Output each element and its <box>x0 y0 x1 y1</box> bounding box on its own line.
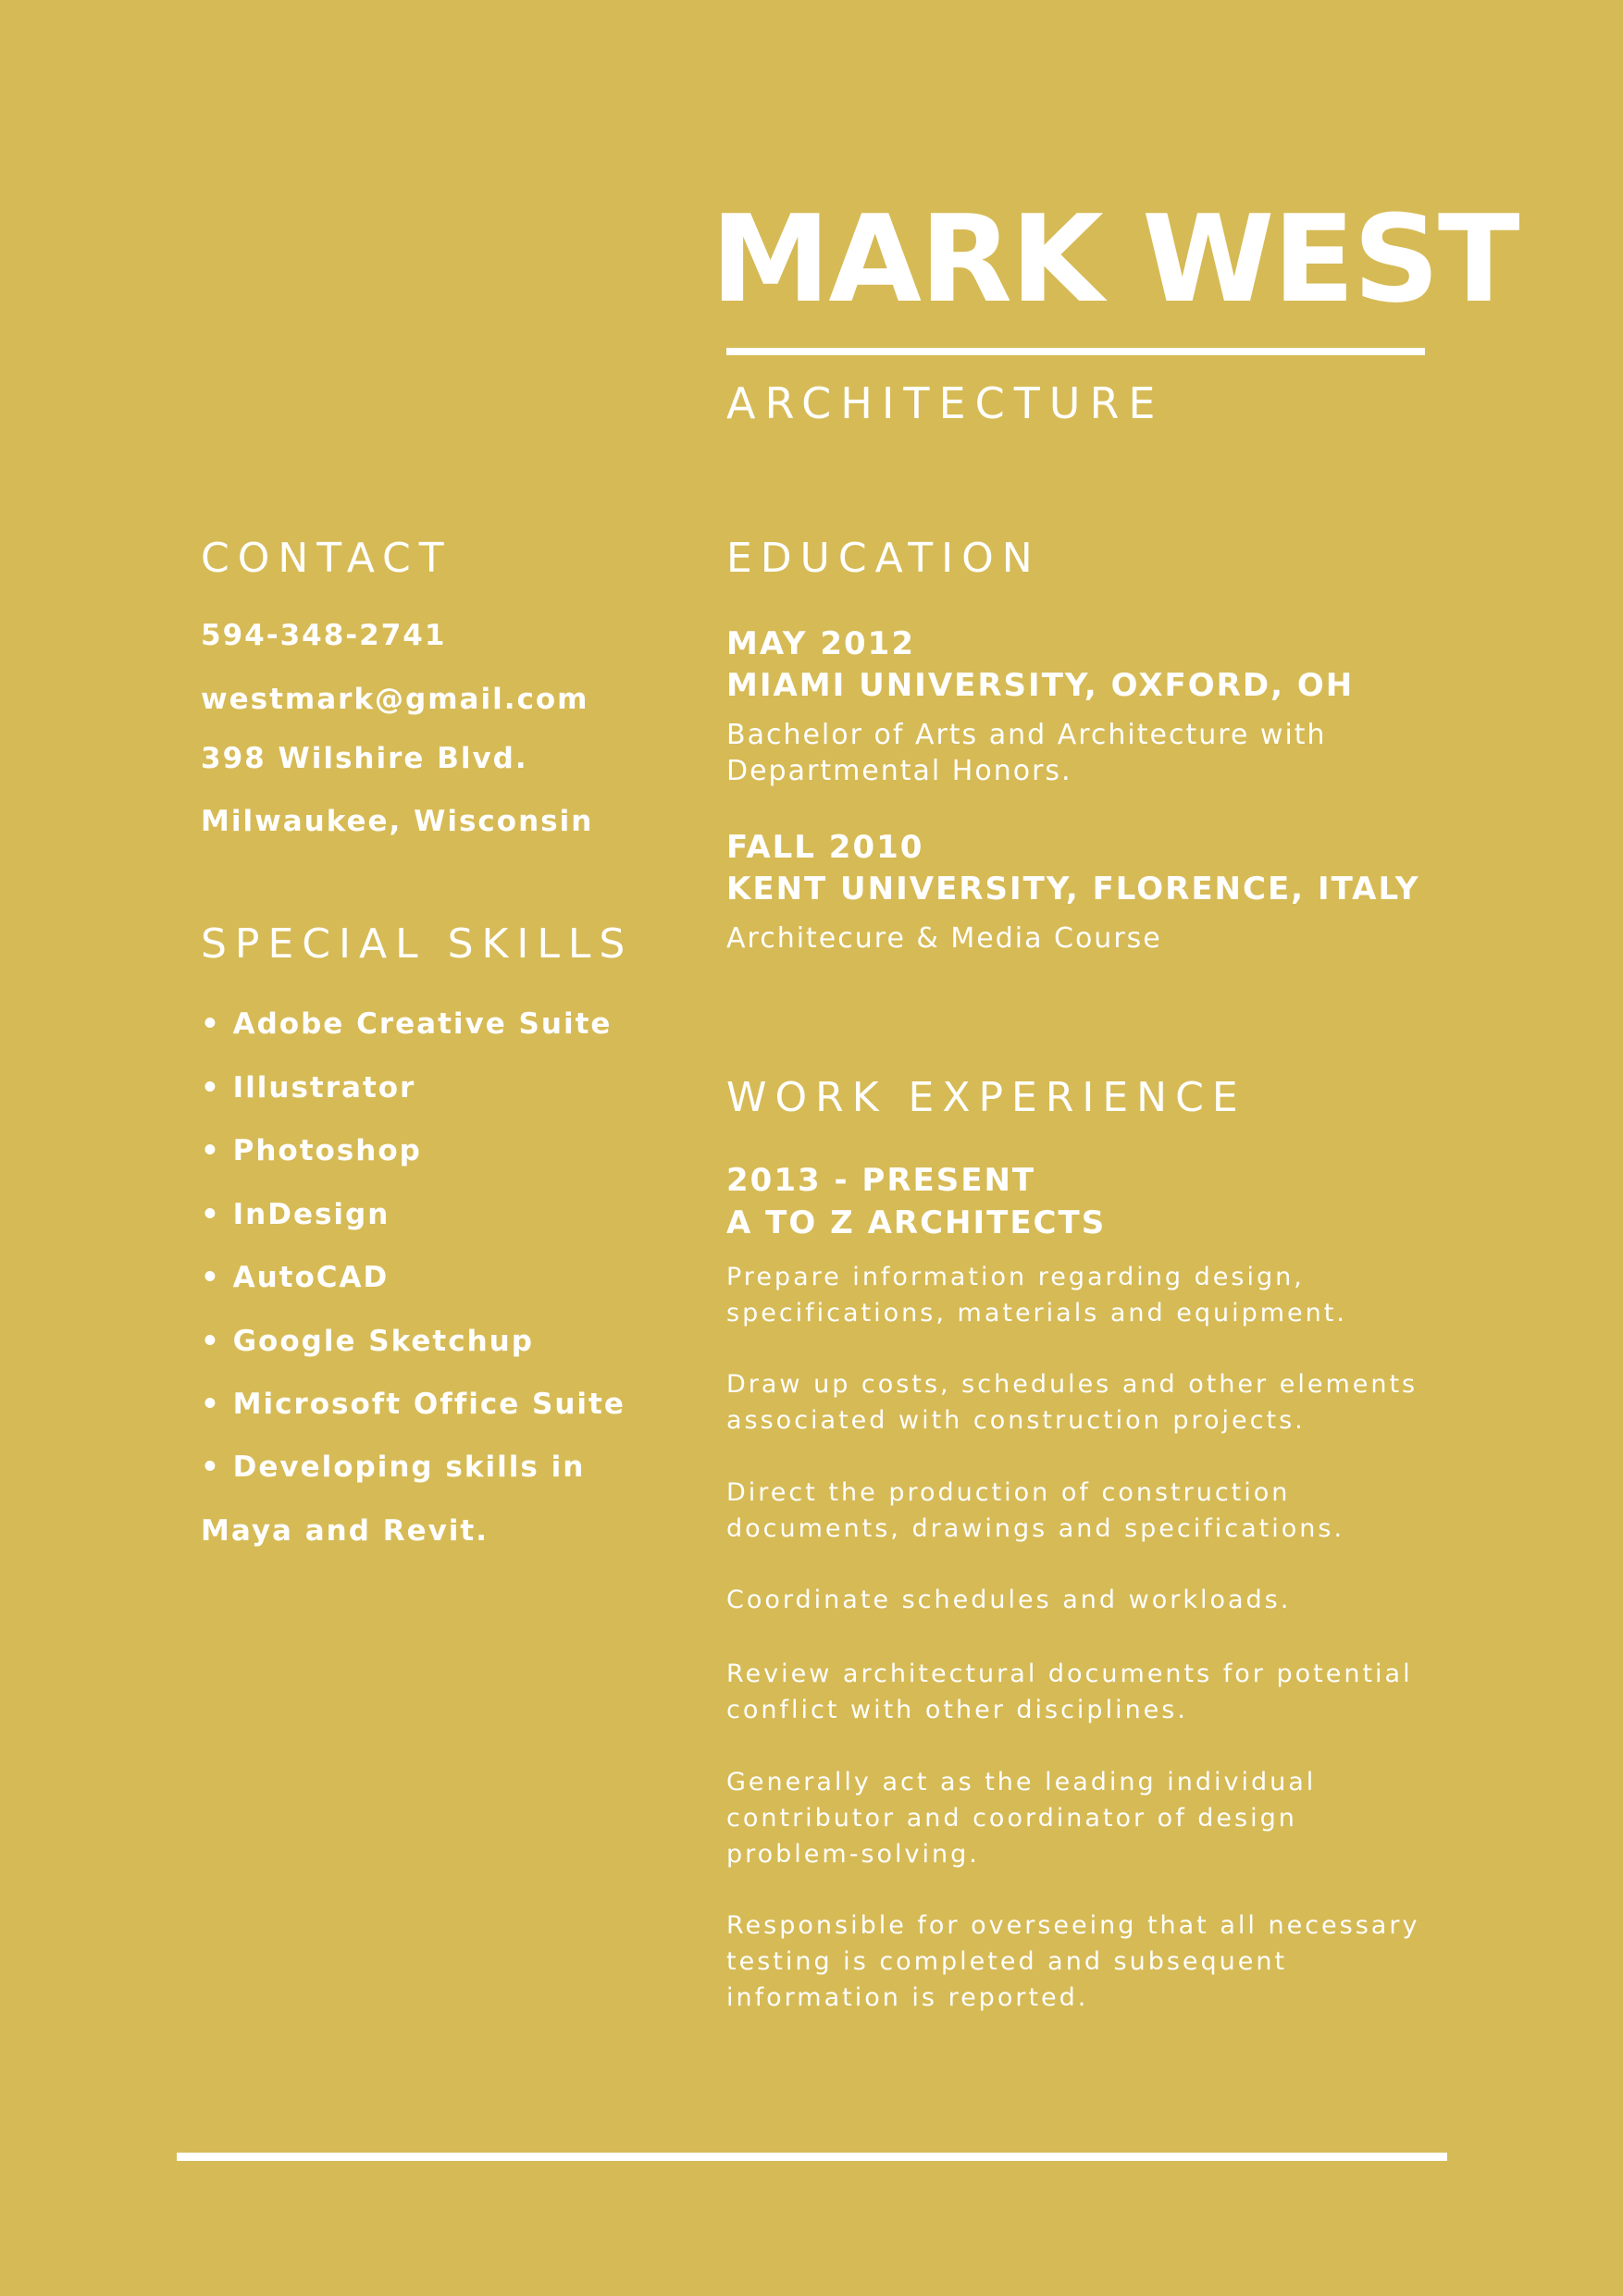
contact-address-street: 398 Wilshire Blvd. <box>201 742 528 775</box>
work-duty: Direct the production of construction documents, drawings and specifications. <box>726 1478 1345 1543</box>
education-school: MIAMI UNIVERSITY, OXFORD, OH <box>726 667 1355 704</box>
work-heading: WORK EXPERIENCE <box>726 1074 1246 1121</box>
work-duty: Responsible for overseeing that all necessary testing is completed and subsequent information is reported. <box>726 1911 1420 2012</box>
work-duty: Prepare information regarding design, specifications, materials and equipment. <box>726 1263 1347 1327</box>
skill-item: • Adobe Creative Suite <box>201 1007 613 1041</box>
work-duty: Coordinate schedules and workloads. <box>726 1586 1292 1614</box>
contact-email: westmark@gmail.com <box>201 683 589 716</box>
work-duty: Generally act as the leading individual contributor and coordinator of design problem-solving. <box>726 1768 1317 1869</box>
candidate-profession: ARCHITECTURE <box>726 378 1165 428</box>
contact-address-city: Milwaukee, Wisconsin <box>201 805 594 838</box>
contact-phone: 594-348-2741 <box>201 619 447 652</box>
footer-divider <box>177 2153 1447 2161</box>
work-period: 2013 - PRESENT <box>726 1162 1036 1199</box>
work-company: A TO Z ARCHITECTS <box>726 1204 1107 1241</box>
skill-item: • Microsoft Office Suite <box>201 1388 626 1421</box>
skill-item: • AutoCAD <box>201 1261 390 1294</box>
education-description: Bachelor of Arts and Architecture with Departmental Honors. <box>726 719 1327 787</box>
skills-heading: SPECIAL SKILLS <box>201 920 634 968</box>
name-divider <box>726 348 1425 355</box>
education-date: MAY 2012 <box>726 625 915 662</box>
contact-heading: CONTACT <box>201 535 452 582</box>
work-duty: Review architectural documents for potential conflict with other disciplines. <box>726 1660 1413 1724</box>
education-description: Architecure & Media Course <box>726 922 1162 955</box>
education-date: FALL 2010 <box>726 829 924 866</box>
education-heading: EDUCATION <box>726 535 1041 582</box>
skill-item: Maya and Revit. <box>201 1514 489 1548</box>
skill-item: • Developing skills in <box>201 1450 586 1484</box>
candidate-name: MARK WEST <box>711 189 1518 329</box>
education-school: KENT UNIVERSITY, FLORENCE, ITALY <box>726 870 1420 907</box>
skill-item: • Google Sketchup <box>201 1325 534 1358</box>
skill-item: • InDesign <box>201 1198 390 1231</box>
work-duty: Draw up costs, schedules and other elements associated with construction projects. <box>726 1370 1419 1435</box>
skill-item: • Illustrator <box>201 1071 416 1105</box>
skill-item: • Photoshop <box>201 1134 422 1167</box>
